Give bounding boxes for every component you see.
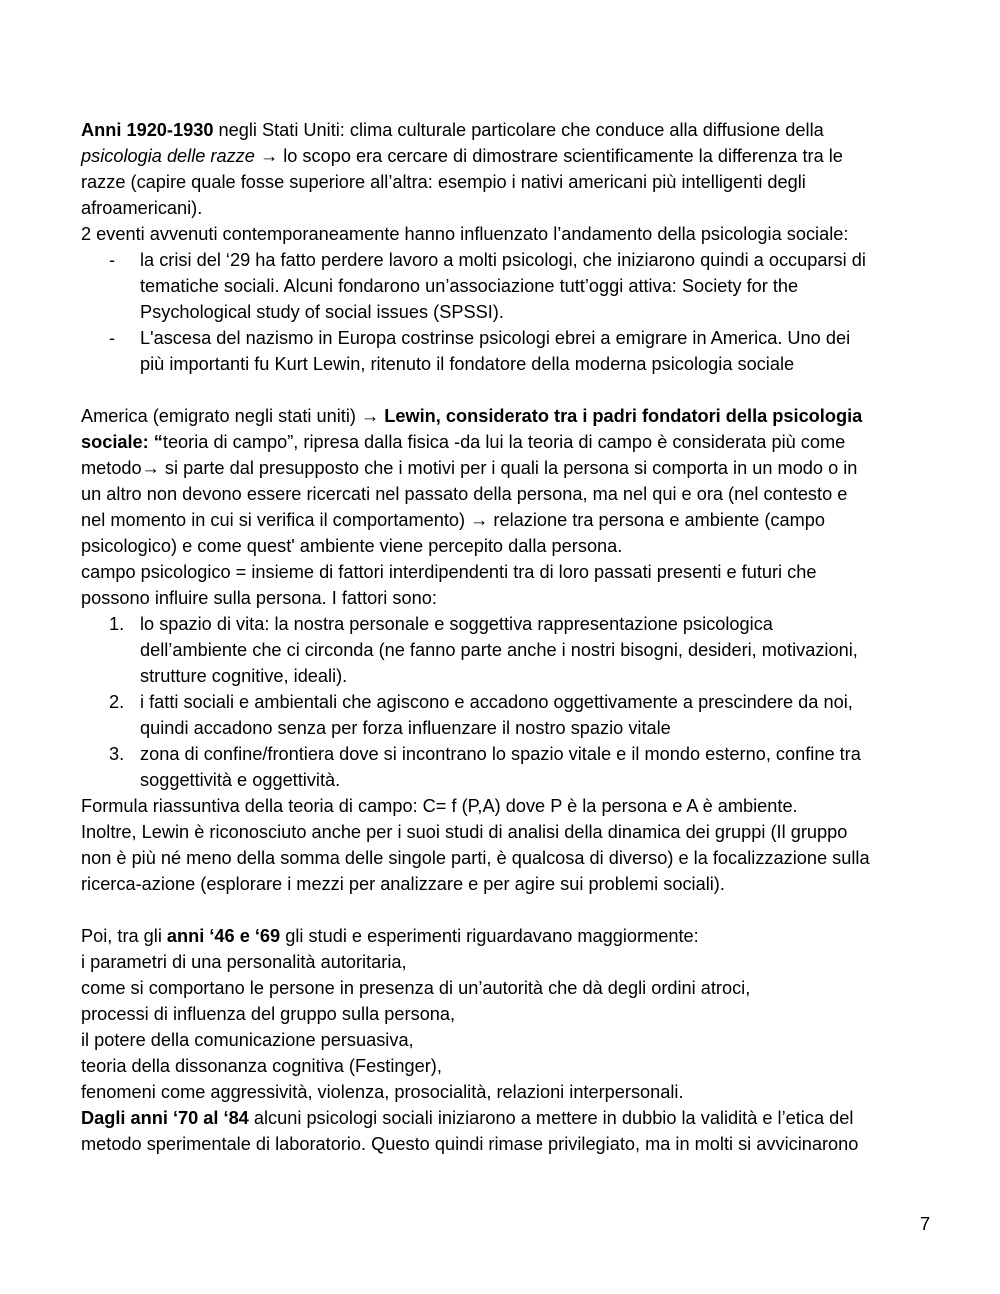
number-marker: 2.	[109, 692, 125, 712]
text-line: non è più né meno della somma delle singole parti, è qualcosa di diverso) e la focalizzazione sulla	[81, 848, 870, 868]
italic-term: psicologia delle razze	[81, 146, 255, 166]
section-lewin	[81, 403, 941, 897]
text-line: il potere della comunicazione persuasiva,	[81, 1030, 414, 1050]
document-body	[81, 117, 941, 1157]
text-line: Formula riassuntiva della teoria di campo: C= f (P,A) dove P è la persona e A è ambiente.	[81, 796, 798, 816]
bullet-item	[81, 325, 941, 377]
text-line: razze (capire quale fosse superiore all’altra: esempio i nativi americani più intelligenti degli	[81, 172, 806, 192]
text-line: Inoltre, Lewin è riconosciuto anche per i suoi studi di analisi della dinamica dei gruppi (Il gruppo	[81, 822, 848, 842]
text-line: un altro non devono essere ricercati nel passato della persona, ma nel qui e ora (nel contesto e	[81, 484, 848, 504]
text-line: psicologico) e come quest' ambiente viene percepito dalla persona.	[81, 536, 623, 556]
section-anni-46-69	[81, 923, 941, 1157]
text-line: possono influire sulla persona. I fattori sono:	[81, 588, 437, 608]
numbered-item	[81, 611, 941, 689]
bullet-line: più importanti fu Kurt Lewin, ritenuto il fondatore della moderna psicologia sociale	[140, 354, 795, 374]
numbered-line: i fatti sociali e ambientali che agiscono e accadono oggettivamente a prescindere da noi,	[140, 692, 853, 712]
text-line: America (emigrato negli stati uniti) → Lewin, considerato tra i padri fondatori della psicologia	[81, 406, 863, 426]
bold-lewin: Lewin, considerato tra i padri fondatori della psicologia	[384, 406, 863, 426]
text-line: teoria della dissonanza cognitiva (Festinger),	[81, 1056, 442, 1076]
numbered-line: lo spazio di vita: la nostra personale e soggettiva rappresentazione psicologica	[140, 614, 773, 634]
text-line: metodo→ si parte dal presupposto che i motivi per i quali la persona si comporta in un modo o in	[81, 458, 858, 478]
text-line: metodo sperimentale di laboratorio. Questo quindi rimase privilegiato, ma in molti si avvicinarono	[81, 1134, 859, 1154]
text-line: campo psicologico = insieme di fattori interdipendenti tra di loro passati presenti e futuri che	[81, 562, 817, 582]
numbered-line: soggettività e oggettività.	[140, 770, 341, 790]
text-line: Poi, tra gli anni ‘46 e ‘69 gli studi e esperimenti riguardavano maggiormente:	[81, 926, 699, 946]
section-psicologia-razze	[81, 117, 941, 377]
text-line: 2 eventi avvenuti contemporaneamente hanno influenzato l’andamento della psicologia sociale:	[81, 224, 849, 244]
text-line: fenomeni come aggressività, violenza, prosocialità, relazioni interpersonali.	[81, 1082, 684, 1102]
numbered-line: zona di confine/frontiera dove si incontrano lo spazio vitale e il mondo esterno, confine tra	[140, 744, 861, 764]
number-marker: 1.	[109, 614, 125, 634]
bullet-marker: -	[109, 250, 116, 270]
bold-years: Anni 1920-1930	[81, 120, 214, 140]
numbered-line: quindi accadono senza per forza influenzare il nostro spazio vitale	[140, 718, 671, 738]
text-line: i parametri di una personalità autoritaria,	[81, 952, 407, 972]
page-number: 7	[920, 1214, 931, 1234]
bullet-marker: -	[109, 328, 116, 348]
text-line: ricerca-azione (esplorare i mezzi per analizzare e per agire sui problemi sociali).	[81, 874, 725, 894]
bullet-line: la crisi del ‘29 ha fatto perdere lavoro a molti psicologi, che iniziarono quindi a occuparsi di	[140, 250, 866, 270]
text-line: afroamericani).	[81, 198, 203, 218]
paragraph-gap	[81, 897, 941, 923]
bullet-line: Psychological study of social issues (SPSSI).	[140, 302, 504, 322]
bold-years: Dagli anni ‘70 al ‘84	[81, 1108, 249, 1128]
text-line: processi di influenza del gruppo sulla persona,	[81, 1004, 456, 1024]
bullet-line: tematiche sociali. Alcuni fondarono un’associazione tutt’oggi attiva: Society for the	[140, 276, 799, 296]
numbered-item	[81, 689, 941, 741]
bold-years: anni ‘46 e ‘69	[166, 926, 281, 946]
paragraph-gap	[81, 377, 941, 403]
text-line: Dagli anni ‘70 al ‘84 alcuni psicologi sociali iniziarono a mettere in dubbio la validità e l’etica del	[81, 1108, 854, 1128]
text-line: come si comportano le persone in presenza di un’autorità che dà degli ordini atroci,	[81, 978, 751, 998]
numbered-line: strutture cognitive, ideali).	[140, 666, 348, 686]
text-line: sociale: “teoria di campo”, ripresa dalla fisica -da lui la teoria di campo è considerata più come	[81, 432, 846, 452]
bullet-item	[81, 247, 941, 325]
text-line: psicologia delle razze → lo scopo era cercare di dimostrare scientificamente la differenza tra le	[81, 146, 843, 166]
text-line: Anni 1920-1930 negli Stati Uniti: clima culturale particolare che conduce alla diffusione della	[81, 120, 824, 140]
text-line: nel momento in cui si verifica il comportamento) → relazione tra persona e ambiente (campo	[81, 510, 826, 530]
number-marker: 3.	[109, 744, 125, 764]
numbered-item	[81, 741, 941, 793]
numbered-line: dell’ambiente che ci circonda (ne fanno parte anche i nostri bisogni, desideri, motivazioni,	[140, 640, 858, 660]
bullet-line: L'ascesa del nazismo in Europa costrinse psicologi ebrei a emigrare in America. Uno dei	[140, 328, 851, 348]
